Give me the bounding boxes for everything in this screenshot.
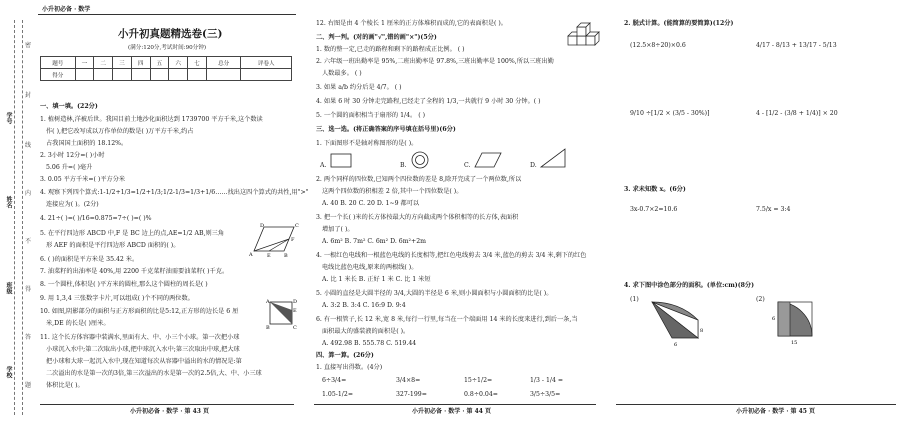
page-footer: 小升初必备 · 数学 · 第 44 页 (412, 408, 492, 415)
score-header: 二 (94, 57, 113, 69)
score-header: 六 (169, 57, 188, 69)
question-line: 9. 用 1,3,4 三张数字卡片,可以组成( )个不同的两位数。 (40, 295, 194, 302)
choice-label: B. (400, 162, 407, 169)
question-line: 2. 两个同样的四位数,已知两个四位数的差是 8,除开完成了一个两位数,所以 (316, 176, 522, 183)
question-line: A. 40 B. 20 C. 20 D. 1~9 都可以 (322, 200, 420, 207)
question-line: 4. 21÷( )=( )/16=0.875=7÷( )=( )% (40, 215, 152, 222)
question-line: A. 3:2 B. 3:4 C. 16:9 D. 9:4 (322, 302, 406, 309)
question-line: 5. 一个圆的面积相当于扇形的 1/4。 ( ) (316, 112, 425, 119)
calc-item: (12.5×8÷20)×0.6 (630, 42, 686, 49)
right-triangle-shape (540, 148, 566, 168)
score-cell (169, 69, 188, 81)
parallelogram-shape (474, 152, 502, 168)
calc-item: 7.5/x = 3:4 (756, 206, 791, 213)
score-header: 总分 (206, 57, 241, 69)
question-line: 7. 油菜籽的出油率是 40%,用 2200 千克菜籽油需要油菜籽( )千克。 (40, 268, 229, 275)
page-footer: 小升初必备 · 数学 · 第 45 页 (736, 408, 816, 415)
question-line: 作( ),把它改写成以万作单位的数是( )万平方千米,约占 (46, 128, 194, 135)
seal-char: 线 (25, 142, 32, 149)
footer-rule (314, 404, 596, 405)
section-heading: 三、选一选。(将正确答案的序号填在括号里)(6分) (316, 126, 456, 133)
figure-label: C (295, 223, 299, 229)
score-header: 三 (113, 57, 132, 69)
exam-title: 小升初真题精选卷(三) (118, 28, 223, 40)
question-line: 4. 一根红色电线和一根蓝色电线的长度相等,把红色电线剪去 3/4 米,蓝色的剪去 3/4 米,剩下的红色 (316, 252, 587, 259)
question-line: 2. 六年级一班出勤率是 95%,二班出勤率是 97.8%,三班出勤率是 100%,所以三班出勤 (316, 58, 554, 65)
seal-line (22, 20, 23, 415)
question-line: 1. 直接写出得数。(4分) (316, 364, 383, 371)
exam-page-45 (606, 0, 900, 424)
question-line: 3. 0.05 平方千米=( )平方分米 (40, 176, 126, 183)
footer-rule (40, 404, 294, 405)
score-cell (241, 69, 292, 81)
question-line: 形 AEF 的面积是平行四边形 ABCD 面积的( )。 (46, 242, 180, 249)
question-line: A. 6m² B. 7m² C. 6m² D. 6m²+2m (322, 238, 427, 245)
stacked-cubes-figure (566, 24, 600, 48)
score-cell (150, 69, 169, 81)
seal-char: 答 (25, 334, 32, 341)
score-row-label: 得分 (41, 69, 76, 81)
side-label-name: 姓名 (5, 196, 12, 208)
question-line: A. 比 1 米长 B. 正好 1 米 C. 比 1 米短 (322, 276, 431, 283)
question-line: 5.06 升=( )毫升 (46, 164, 93, 171)
calc-item: 1.05-1/2= (322, 391, 354, 398)
score-cell (75, 69, 94, 81)
question-line: 8. 一个圆柱,体积是( )平方米的圆柱,那么这个圆柱的周长是( ) (40, 281, 208, 288)
parallelogram-figure (249, 223, 299, 259)
figure-label: A (266, 299, 270, 305)
figure-label: E (293, 308, 297, 314)
calc-item: 1/3 - 1/4 = (530, 377, 564, 384)
calc-item: 9/10 ÷[1/2 × (3/5 - 30%)] (630, 110, 710, 117)
question-line: 3. 把一个长( )米的长方体按最大的方向截成两个体积相等的长方体,表面积 (316, 214, 519, 221)
question-line: 1. 植树造林,洋被后世。我国目前土地沙化面积达到 1739700 平方千米,这个数读 (40, 116, 263, 123)
dimension-label: 6 (772, 316, 776, 322)
section-heading: 4. 求下图中涂色部分的面积。(单位:cm)(8分) (624, 282, 755, 289)
calc-item: 4 - [1/2 - (3/8 + 1/4)] × 20 (756, 110, 838, 117)
question-line: 米,DE 的长是( )厘米。 (46, 320, 110, 327)
seal-char: 题 (25, 382, 32, 389)
ring-shape (410, 150, 430, 170)
question-line: 5. 在平行四边形 ABCD 中,F 是 BC 边上的点,AE=1/2 AB,则三角 (40, 230, 225, 237)
question-line: 人数最多。 ( ) (322, 70, 362, 77)
question-line: 1. 下面图形不是轴对称图形的是( )。 (316, 140, 418, 147)
question-line: 面积最大的盛装液的面积是( )。 (322, 328, 410, 335)
question-line: 电线比蓝色电线,原来的两根线( )。 (322, 264, 418, 271)
question-line: 5. 小圆的直径是大圆半径的 3/4,大圆的半径是 6 米,则小圆面积与小圆面积的比是( )。 (316, 290, 553, 297)
calc-item: 15÷1/2= (464, 377, 493, 384)
question-line: 11. 这个长方体容器中装满水,里面有大、中、小三个小球。第一次把小球 (40, 334, 240, 341)
score-header: 七 (188, 57, 207, 69)
seal-char: 内 (25, 190, 32, 197)
figure-label: D (293, 299, 298, 305)
dimension-label: 6 (674, 342, 678, 348)
question-line: 6. 有一根管子,长 12 米,宽 8 米,每行一行里,每当在一个端面用 14 米的长度来进行,到后一条,当 (316, 316, 578, 323)
question-line: 把小球和大球一起沉入水中,现在知道每次从容器中溢出的水的情况是:第 (46, 358, 242, 365)
footer-rule (616, 404, 896, 405)
score-header: 题号 (41, 57, 76, 69)
score-cell (131, 69, 150, 81)
score-header: 五 (150, 57, 169, 69)
figure-number: (2) (756, 296, 765, 303)
side-label-student-id: 学号 (5, 112, 12, 124)
question-line: 12. 右图是由 4 个棱长 1 厘米的正方体堆积而成的,它的表面积是( )。 (316, 20, 507, 27)
seal-char: 封 (25, 92, 32, 99)
exam-page-44 (304, 0, 604, 424)
choice-label: A. (320, 162, 327, 169)
question-line: 连接应为( )。(2分) (46, 201, 99, 208)
seal-line-outer (14, 20, 15, 415)
question-line: 10. 如图,阴影部分的面积与正方形面积的比是5:12,正方形的边长是 6 厘 (40, 308, 239, 315)
header-label: 小升初必备 · 数学 (42, 6, 91, 13)
score-cell (113, 69, 132, 81)
choice-label: D. (530, 162, 537, 169)
section-heading: 二、判一判。(对的画"√",错的画"×")(5分) (316, 34, 437, 41)
score-header: 评卷人 (241, 57, 292, 69)
square-shaded-figure (266, 299, 298, 331)
score-table (40, 56, 292, 81)
question-line: 占我国国土面积的 18.12%。 (46, 140, 128, 147)
section-heading: 一、填一填。(22分) (40, 103, 98, 110)
question-line: 1. 数的整一定,已走的路程和剩下的路程成正比例。 ( ) (316, 46, 465, 53)
section-heading: 四、算一算。(26分) (316, 352, 374, 359)
question-line: 4. 观察下列四个算式:1-1/2+1/3=1/2+1/3;1/2-1/3=1/3+1/6……找出这四个算式的共性,用">" (40, 189, 309, 196)
question-line: 3. 如果 a/b 约分后是 4/7。 ( ) (316, 84, 402, 91)
calc-item: 3/4×8= (396, 377, 421, 384)
question-line: 小球沉入水中;第二次取出小球,把中球沉入水中;第三次取出中球,把大球 (46, 346, 240, 353)
calc-item: 4/17 - 8/13 + 13/17 - 5/13 (756, 42, 837, 49)
score-header: 一 (75, 57, 94, 69)
dimension-label: 15 (791, 340, 798, 346)
calc-item: 3x-0.7×2=10.6 (630, 206, 678, 213)
calc-item: 6÷3/4= (322, 377, 347, 384)
figure-label: E (267, 253, 271, 259)
figure-label: B (284, 253, 288, 259)
side-label-class: 班级 (5, 282, 12, 294)
dimension-label: 8 (700, 328, 704, 334)
score-header: 四 (131, 57, 150, 69)
score-cell (94, 69, 113, 81)
exam-subtitle: (满分:120分,考试时间:90分钟) (128, 45, 207, 51)
shaded-triangle-figure (650, 300, 720, 348)
section-heading: 2. 脱式计算。(能简算的要简算)(12分) (624, 20, 734, 27)
header-rule (38, 14, 296, 15)
figure-number: (1) (630, 296, 639, 303)
question-line: 增加了( )。 (322, 226, 354, 233)
figure-label: A (249, 252, 253, 258)
question-line: 4. 如果 6 时 30 分钟走完路程,已经走了全程的 1/3,一共就行 9 小时 30 分钟。( ) (316, 98, 541, 105)
choice-label: C. (464, 162, 471, 169)
calc-item: 327-199= (396, 391, 427, 398)
figure-label: F (291, 237, 295, 243)
exam-page-43 (0, 0, 309, 424)
shaded-square-figure (772, 300, 816, 346)
score-cell (206, 69, 241, 81)
figure-label: C (293, 325, 297, 331)
question-line: 体积比是( )。 (46, 382, 84, 389)
page-footer: 小升初必备 · 数学 · 第 43 页 (130, 408, 210, 415)
score-cell (188, 69, 207, 81)
question-line: 这两个四位数的积相差 2 倍,其中一个四位数是( )。 (322, 188, 463, 195)
question-line: 2. 3小时 12分=( )小时 (40, 152, 105, 159)
calc-item: 0.8÷0.04= (464, 391, 498, 398)
seal-char: 得 (25, 286, 32, 293)
seal-char: 不 (25, 238, 32, 245)
question-line: 6. ( )的面积是平方米是 35.42 米。 (40, 256, 139, 263)
question-line: A. 492.98 B. 555.78 C. 519.44 (322, 340, 417, 347)
seal-char: 密 (25, 42, 32, 49)
calc-item: 3/5÷3/5= (530, 391, 561, 398)
figure-label: D (260, 223, 265, 229)
figure-label: B (266, 325, 270, 331)
side-label-school: 学校 (5, 366, 12, 378)
section-heading: 3. 求未知数 x。(6分) (624, 186, 686, 193)
rectangle-shape (330, 151, 352, 169)
question-line: 二次溢出的水是第一次的3倍,第三次溢出的水是第一次的2.5倍,大、中、小三球 (46, 370, 262, 377)
